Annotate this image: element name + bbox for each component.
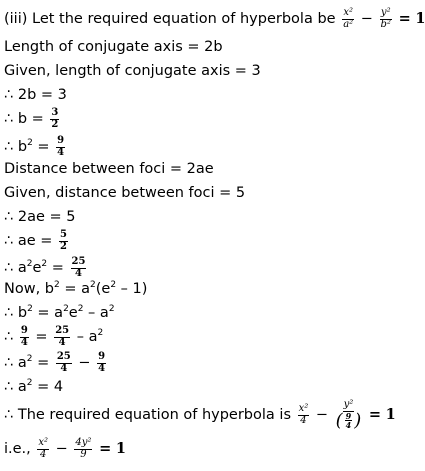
step-a2e2-equals-25-4: ∴ $a^2e^2$ = $\frac{25}{4}$ [4,256,86,279]
conjugate-axis-given: Given, length of conjugate axis = 3 [4,63,261,79]
relation-b2-a2: Now, $b^2 = a^2(e^2 - 1)$ [4,280,148,297]
statement-text: (iii) Let the required equation of hyperbola be [4,11,336,27]
fraction-5-2: $\frac{5}{2}$ [60,229,67,252]
hyperbola-equation-statement: (iii) Let the required equation of hyperbola be $\frac{\text{x²}}{\text{a²}}$ − $\frac{\text{y²}}{\text{b²}}$ = 1 [4,7,425,30]
step-b2-expanded: ∴ $b^2 = a^2e^2 - a^2$ [4,304,115,321]
step-ae-equals-5-2: ∴ ae = $\frac{5}{2}$ [4,229,67,252]
fraction-25-4: $\frac{25}{4}$ [56,351,71,374]
fraction-9-4: $\frac{9}{4}$ [20,325,28,348]
fraction-y2-b2: $\frac{\text{y²}}{\text{b²}}$ [380,7,391,30]
fraction-9-4: $\frac{9}{4}$ [345,411,352,431]
step-a2-expression: ∴ $a^2$ = $\frac{25}{4}$ − $\frac{9}{4}$ [4,351,106,374]
step-2ae-equals-5: ∴ 2ae = 5 [4,209,76,225]
step-2b-equals-3: ∴ 2b = 3 [4,87,67,103]
step-b-equals-3-2: ∴ b = $\frac{3}{2}$ [4,107,59,130]
fraction-y2-over-9-4: y² ( $\frac{9}{4}$ ) [335,399,362,431]
final-equation-statement: ∴ The required equation of hyperbola is $\frac{\text{x²}}{4}$ − y² ( $\frac{9}{4}$ ) = 1 [4,399,396,431]
foci-distance-given: Given, distance between foci = 5 [4,185,246,201]
fraction-3-2: $\frac{3}{2}$ [51,107,59,130]
fraction-x2-4: $\frac{\text{x²}}{4}$ [38,437,49,460]
fraction-25-4: $\frac{25}{4}$ [55,325,70,348]
fraction-x2-a2: $\frac{\text{x²}}{\text{a²}}$ [343,7,354,30]
step-substitute-values: ∴ $\frac{9}{4}$ = $\frac{25}{4}$ – $a^2$ [4,325,104,348]
fraction-9-4: $\frac{9}{4}$ [57,135,65,158]
step-a2-equals-4: ∴ $a^2 = 4$ [4,378,64,395]
fraction-x2-4: $\frac{\text{x²}}{4}$ [298,403,309,426]
fraction-25-4: $\frac{25}{4}$ [71,256,86,279]
final-equation-simplified: i.e., $\frac{\text{x²}}{4}$ − $\frac{\text{4y²}}{9}$ = 1 [4,437,126,460]
fraction-9-4: $\frac{9}{4}$ [98,351,106,374]
step-b2-equals-9-4: ∴ $b^2$ = $\frac{9}{4}$ [4,135,65,158]
foci-distance-definition: Distance between foci = 2ae [4,161,214,177]
fraction-4y2-9: $\frac{\text{4y²}}{9}$ [75,437,92,460]
conjugate-axis-definition: Length of conjugate axis = 2b [4,39,223,55]
